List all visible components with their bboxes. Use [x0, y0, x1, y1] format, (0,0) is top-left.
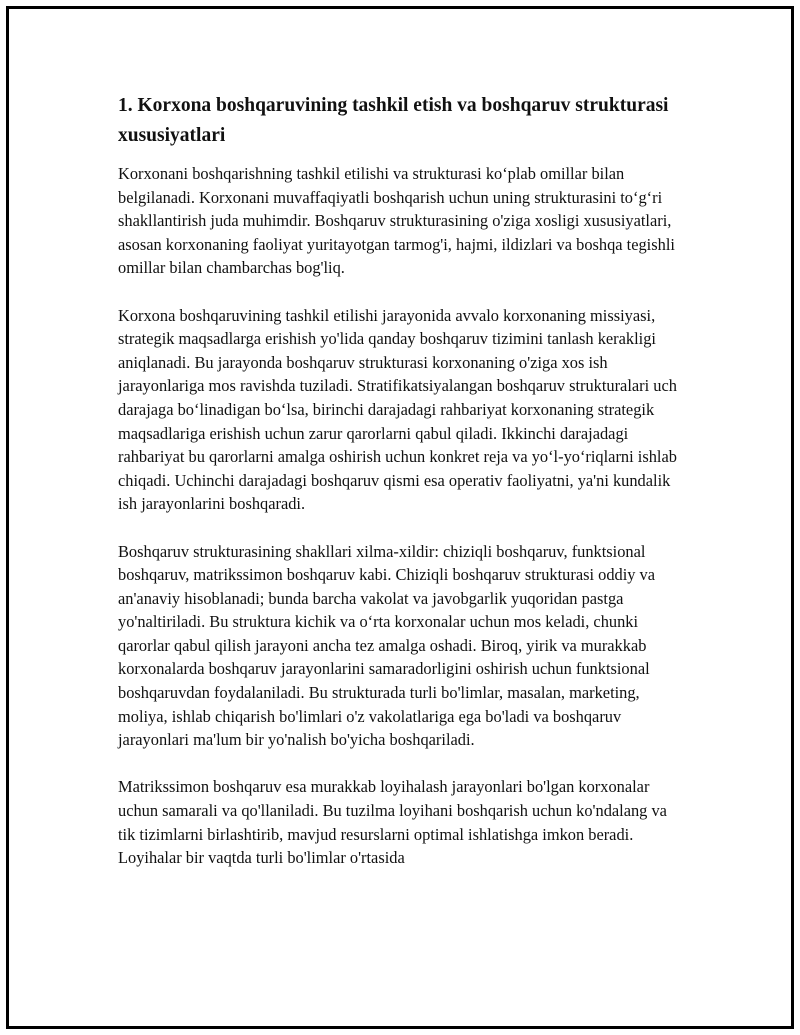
section-title: 1. Korxona boshqaruvining tashkil etish va boshqaruv strukturasi xususiyatlari — [118, 95, 669, 146]
document-body — [118, 91, 684, 893]
paragraph-3: Boshqaruv strukturasining shakllari xilma-xildir: chiziqli boshqaruv, funktsional boshqaruv, matrikssimon boshqaruv kabi. Chiziqli boshqaruv strukturasi oddiy va an'anaviy hisoblanadi; bunda barcha vakolat va javobgarlik yuqoridan pastga yo'naltiriladi. Bu struktura kichik va oʻrta korxonalar uchun mos keladi, chunki qarorlar qabul qilish jarayoni ancha tez amalga oshadi. Biroq, yirik va murakkab korxonalarda boshqaruv jarayonlarini samaradorligini oshirish uchun funktsional boshqaruvdan foydalaniladi. Bu strukturada turli bo'limlar, masalan, marketing, moliya, ishlab chiqarish bo'limlari o'z vakolatlariga ega bo'ladi va boshqaruv jarayonlari ma'lum bir yo'nalish bo'yicha boshqariladi. — [118, 541, 656, 750]
paragraph-1: Korxonani boshqarishning tashkil etilishi va strukturasi koʻplab omillar bilan belgilanadi. Korxonani muvaffaqiyatli boshqarish uchun uning strukturasini toʻgʻri shakllantirish juda muhimdir. Boshqaruv strukturasining o'ziga xosligi xususiyatlari, asosan korxonaning faoliyat yuritayotgan tarmog'i, hajmi, ildizlari va boshqa tegishli omillar bilan chambarchas bog'liq. — [118, 164, 675, 278]
paragraph-2: Korxona boshqaruvining tashkil etilishi jarayonida avvalo korxonaning missiyasi, strategik maqsadlarga erishish yo'lida qanday boshqaruv tizimini tanlash kerakligi aniqlanadi. Bu jarayonda boshqaruv strukturasi korxonaning o'ziga xos ish jarayonlariga mos ravishda tuziladi. Stratifikatsiyalangan boshqaruv strukturalari uch darajaga boʻlinadigan boʻlsa, birinchi darajadagi rahbariyat korxonaning strategik maqsadlariga erishish uchun zarur qarorlarni qabul qiladi. Ikkinchi darajadagi rahbariyat bu qarorlarni amalga oshirish uchun konkret reja va yoʻl-yoʻriqlarni ishlab chiqadi. Uchinchi darajadagi boshqaruv qismi esa operativ faoliyatni, ya'ni kundalik ish jarayonlarini boshqaradi. — [118, 305, 677, 514]
paragraph-4: Matrikssimon boshqaruv esa murakkab loyihalash jarayonlari bo'lgan korxonalar uchun samarali va qo'llaniladi. Bu tuzilma loyihani boshqarish uchun ko'ndalang va tik tizimlarni birlashtirib, mavjud resurslarni optimal ishlatishga imkon beradi. Loyihalar bir vaqtda turli bo'limlar o'rtasida — [118, 777, 667, 868]
